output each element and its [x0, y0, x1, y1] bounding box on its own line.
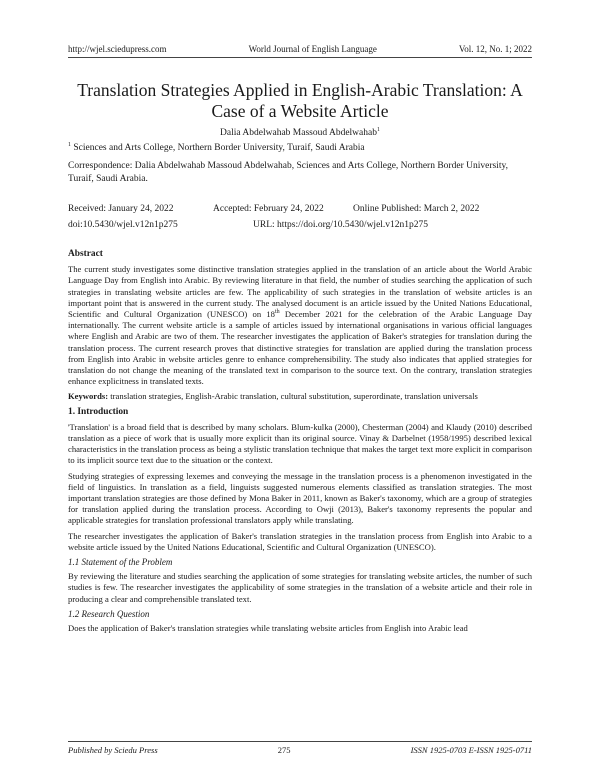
- affiliation-text: Sciences and Arts College, Northern Border University, Turaif, Saudi Arabia: [73, 143, 365, 153]
- author-sup: 1: [376, 126, 380, 133]
- intro-paragraph-3: The researcher investigates the application of Baker's translation strategies in the translation process from English into Arabic to a website article issued by the United Nations Educational, Scientific and Cultural Organization (UNESCO).: [68, 530, 532, 552]
- footer-divider: [68, 741, 532, 742]
- publication-dates: [68, 203, 532, 235]
- running-header: [68, 44, 532, 56]
- published-date: Online Published: March 2, 2022: [353, 204, 480, 214]
- abstract-text: The current study investigates some distinctive translation strategies applied in the translation of an article about the World Arabic Language Day from English into Arabic. By reviewing literature in that field, the number of studies searching the application of such strategies in translating website articles are few. The applicability of such strategies in the translation of website articles is an important point that is answered in the current study. The analysed document is an article issued by the United Nations Educational, Scientific and Cultural Organization (UNESCO) on 18th December 2021 for the celebration of the Arabic Language Day internationally. The current website article is a sample of articles issued by international organisations in various official languages where English and Arabic are two of them. The researcher investigates the application of Baker's strategies for translation during the translation process. The current research proves that distinctive strategies for translation are applied during the translation process from English into Arabic in website articles genre to enhance comprehensibility. The study also indicates that applied strategies for translation do not change the meaning of the translated text in comparison to the source text. On the contrary, translation strategies enhance explicitness in translated texts.: [68, 264, 532, 387]
- keywords: [68, 391, 532, 402]
- abstract-heading: Abstract: [68, 249, 103, 259]
- keywords-text: translation strategies, English-Arabic translation, cultural substitution, superordinate, translation universals: [108, 391, 478, 402]
- volume-info: Vol. 12, No. 1; 2022: [458, 44, 532, 54]
- received-date: Received: January 24, 2022: [68, 204, 174, 214]
- section-heading-problem: 1.1 Statement of the Problem: [68, 557, 173, 568]
- running-footer: [68, 745, 532, 755]
- intro-paragraph-1: 'Translation' is a broad field that is described by many scholars. Blum-kulka (2000), Chesterman (2004) and Klaudy (2010) described translation as a piece of work that is usually more explicit than its original source. Vinay & Darbelnet (1958/1995) described lexical characteristics in the translation process as being a stylistic translation technique that makes the target text more explicit in comparison to its implicit source text due to the situation or the context.: [68, 421, 532, 466]
- author-line: [0, 128, 600, 138]
- author-name: Dalia Abdelwahab Massoud Abdelwahab: [220, 128, 377, 138]
- section-heading-introduction: 1. Introduction: [68, 406, 129, 417]
- intro-paragraph-2: Studying strategies of expressing lexemes and conveying the message in the translation process is a phenomenon investigated in the field of linguistics. In translation as a field, linguists suggested numerous elements classified as translation strategies. The most important translation strategies are those defined by Mona Baker in 2011, known as Baker's taxonomy, which are a group of strategies for translation applied during the translation process. According to Owji (2013), Baker's taxonomy represents the popular and applicable strategies for translation professional translators apply while translating.: [68, 470, 532, 526]
- problem-paragraph: By reviewing the literature and studies searching the application of some strategies for translating website articles, the number of such studies is few. The researcher investigates the applicability of some strategies in the translation of a website article and their role in producing a clear and comprehensible translated text.: [68, 571, 532, 604]
- section-heading-question: 1.2 Research Question: [68, 608, 150, 619]
- doi-url[interactable]: URL: https://doi.org/10.5430/wjel.v12n1p275: [253, 220, 429, 230]
- paper-title: Translation Strategies Applied in English-Arabic Translation: A Case of a Website Article: [77, 80, 523, 121]
- publisher: Published by Sciedu Press: [68, 745, 158, 755]
- keywords-label: Keywords:: [68, 391, 109, 402]
- accepted-date: Accepted: February 24, 2022: [213, 204, 324, 214]
- question-paragraph: Does the application of Baker's translation strategies while translating website articles from English into Arabic lead: [68, 623, 468, 634]
- header-divider: [68, 57, 532, 58]
- journal-url[interactable]: http://wjel.sciedupress.com: [68, 44, 167, 54]
- affiliation: [68, 143, 532, 153]
- affiliation-sup: 1: [68, 141, 71, 148]
- doi[interactable]: doi:10.5430/wjel.v12n1p275: [68, 220, 178, 230]
- correspondence: Correspondence: Dalia Abdelwahab Massoud Abdelwahab, Sciences and Arts College, Northern Border University, Turaif, Saudi Arabia.: [68, 161, 508, 184]
- issn: ISSN 1925-0703 E-ISSN 1925-0711: [410, 745, 532, 755]
- journal-name: World Journal of English Language: [248, 44, 377, 54]
- article-body: [68, 249, 532, 638]
- page-number: 275: [277, 745, 291, 755]
